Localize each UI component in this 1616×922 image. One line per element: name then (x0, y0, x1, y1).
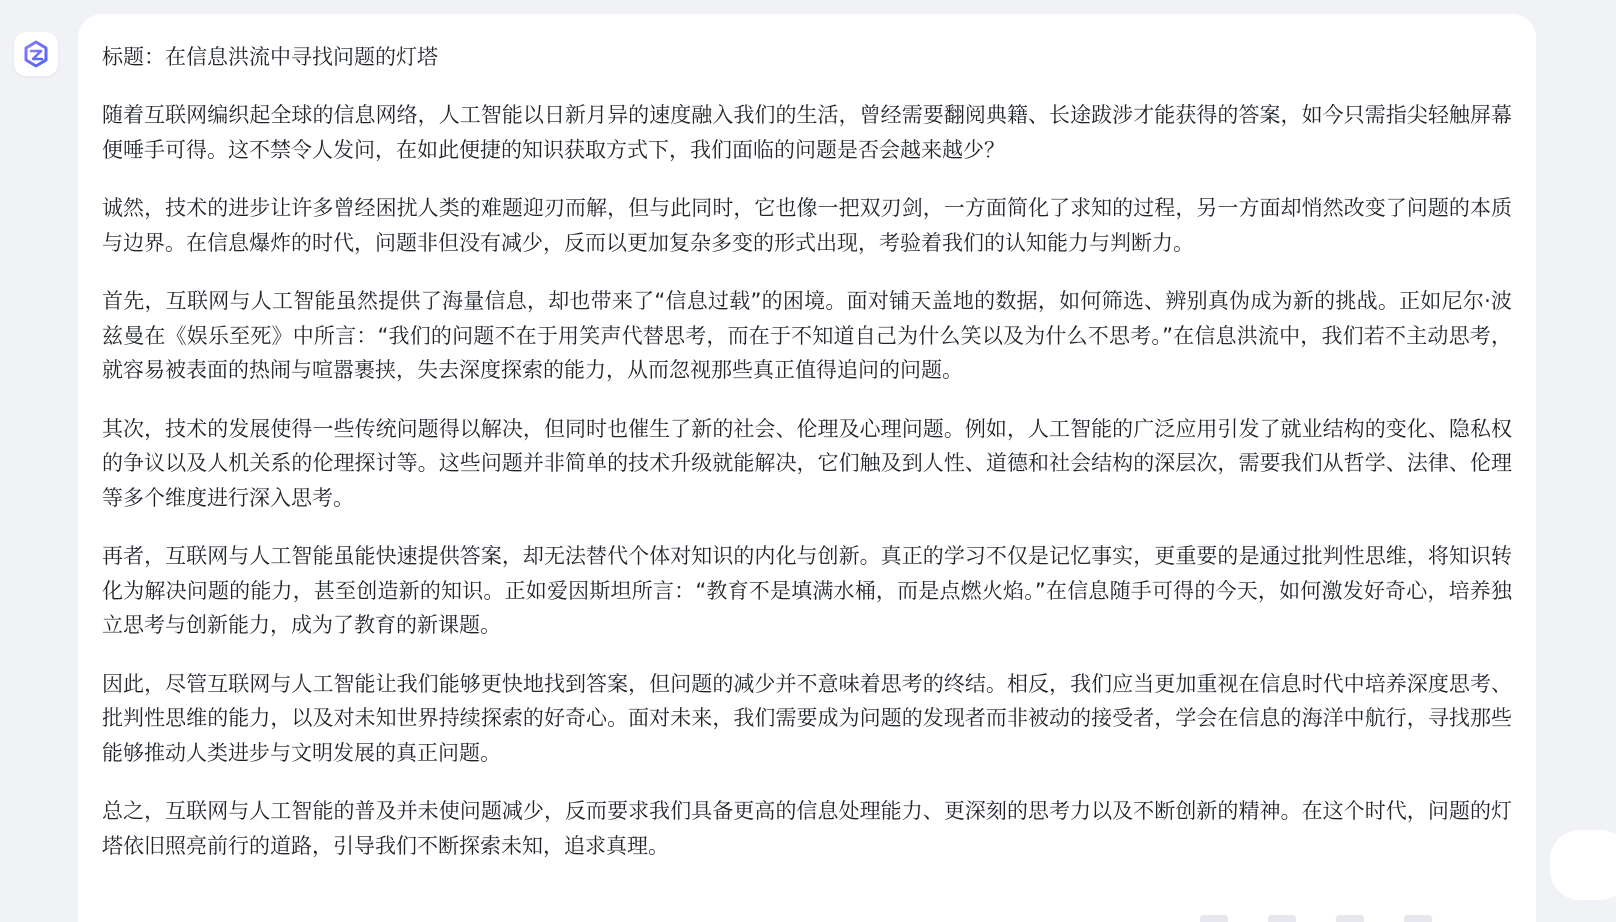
message-paragraph-7: 总之，互联网与人工智能的普及并未使问题减少，反而要求我们具备更高的信息处理能力、更深刻的思考力以及不断创新的精神。在这个时代，问题的灯塔依旧照亮前行的道路，引导我们不断探索未知，追求真理。 (102, 799, 1512, 858)
action-placeholder[interactable] (1200, 915, 1228, 922)
message-paragraph-2: 诚然，技术的进步让许多曾经困扰人类的难题迎刃而解，但与此同时，它也像一把双刃剑，一方面简化了求知的过程，另一方面却悄然改变了问题的本质与边界。在信息爆炸的时代，问题非但没有减少，反而以更加复杂多变的形式出现，考验着我们的认知能力与判断力。 (102, 196, 1512, 255)
message-paragraph-6: 因此，尽管互联网与人工智能让我们能够更快地找到答案，但问题的减少并不意味着思考的终结。相反，我们应当更加重视在信息时代中培养深度思考、批判性思维的能力，以及对未知世界持续探索的好奇心。面对未来，我们需要成为问题的发现者而非被动的接受者，学会在信息的海洋中航行，寻找那些能够推动人类进步与文明发展的真正问题。 (102, 671, 1512, 765)
assistant-message-bubble (78, 14, 1536, 922)
side-panel-edge (1550, 830, 1616, 900)
assistant-logo-icon (21, 39, 51, 69)
message-title: 标题：在信息洪流中寻找问题的灯塔 (102, 45, 438, 69)
message-action-bar (1200, 915, 1500, 922)
action-placeholder[interactable] (1268, 915, 1296, 922)
assistant-avatar (14, 32, 58, 76)
message-paragraph-1: 随着互联网编织起全球的信息网络，人工智能以日新月异的速度融入我们的生活，曾经需要翻阅典籍、长途跋涉才能获得的答案，如今只需指尖轻触屏幕便唾手可得。这不禁令人发问，在如此便捷的知识获取方式下，我们面临的问题是否会越来越少？ (102, 103, 1512, 162)
message-paragraph-3: 首先，互联网与人工智能虽然提供了海量信息，却也带来了“信息过载”的困境。面对铺天盖地的数据，如何筛选、辨别真伪成为新的挑战。正如尼尔·波兹曼在《娱乐至死》中所言：“我们的问题不在于用笑声代替思考，而在于不知道自己为什么笑以及为什么不思考。”在信息洪流中，我们若不主动思考，就容易被表面的热闹与喧嚣裹挟，失去深度探索的能力，从而忽视那些真正值得追问的问题。 (102, 289, 1512, 382)
message-paragraph-5: 再者，互联网与人工智能虽能快速提供答案，却无法替代个体对知识的内化与创新。真正的学习不仅是记忆事实，更重要的是通过批判性思维，将知识转化为解决问题的能力，甚至创造新的知识。正如爱因斯坦所言：“教育不是填满水桶，而是点燃火焰。”在信息随手可得的今天，如何激发好奇心，培养独立思考与创新能力，成为了教育的新课题。 (102, 544, 1512, 637)
message-paragraph-4: 其次，技术的发展使得一些传统问题得以解决，但同时也催生了新的社会、伦理及心理问题。例如，人工智能的广泛应用引发了就业结构的变化、隐私权的争议以及人机关系的伦理探讨等。这些问题并非简单的技术升级就能解决，它们触及到人性、道德和社会结构的深层次，需要我们从哲学、法律、伦理等多个维度进行深入思考。 (102, 416, 1512, 510)
action-placeholder[interactable] (1404, 915, 1432, 922)
action-placeholder[interactable] (1336, 915, 1364, 922)
